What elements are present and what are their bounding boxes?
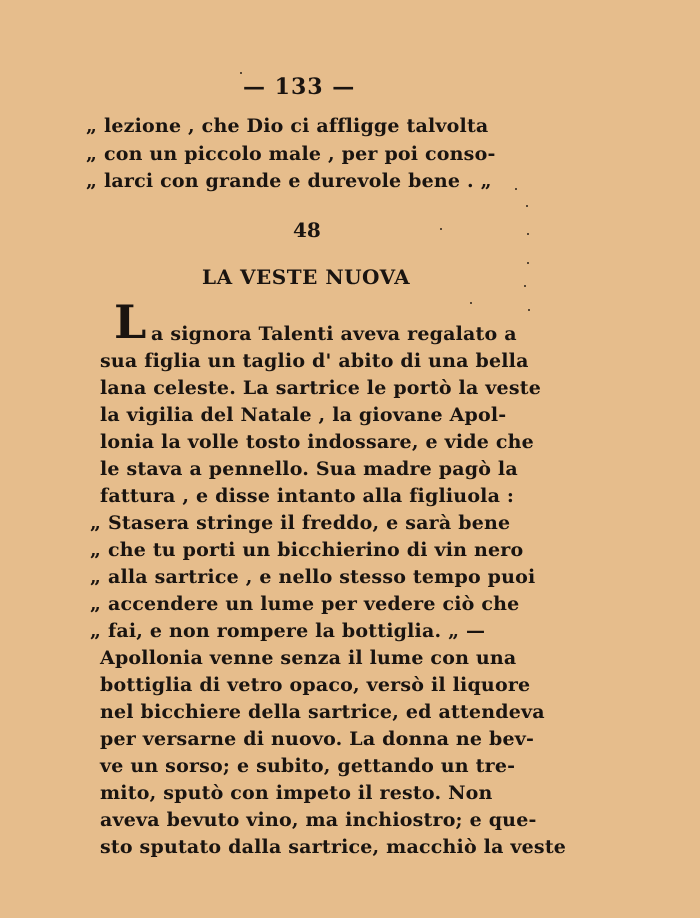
drop-cap: L bbox=[114, 295, 147, 349]
paragraph-line-9: „ alla sartrice , e nello stesso tempo puoi bbox=[90, 566, 536, 588]
paper-speck bbox=[526, 205, 528, 207]
paragraph-line-4: lonia la volle tosto indossare, e vide che bbox=[100, 431, 534, 453]
carryover-line-1: „ lezione , che Dio ci affligge talvolta bbox=[86, 115, 489, 137]
section-number: 48 bbox=[293, 218, 321, 242]
paragraph-line-6: fattura , e disse intanto alla figliuola : bbox=[100, 485, 515, 507]
paper-speck bbox=[515, 188, 517, 190]
paper-speck bbox=[240, 72, 242, 74]
paragraph-line-12: Apollonia venne senza il lume con una bbox=[100, 647, 517, 669]
paragraph-line-16: ve un sorso; e subito, gettando un tre- bbox=[100, 755, 516, 777]
paragraph-line-8: „ che tu porti un bicchierino di vin nero bbox=[90, 539, 524, 561]
paper-speck bbox=[470, 302, 472, 304]
paragraph-line-7: „ Stasera stringe il freddo, e sarà bene bbox=[90, 512, 511, 534]
paragraph-line-17: mito, sputò con impeto il resto. Non bbox=[100, 782, 493, 804]
carryover-line-3: „ larci con grande e durevole bene . „ bbox=[86, 170, 492, 192]
paragraph-first-line: a signora Talenti aveva regalato a bbox=[151, 323, 517, 345]
paragraph-line-5: le stava a pennello. Sua madre pagò la bbox=[100, 458, 518, 480]
paragraph-line-1: sua figlia un taglio d' abito di una bella bbox=[100, 350, 529, 372]
paper-speck bbox=[528, 309, 530, 311]
paragraph-line-19: sto sputato dalla sartrice, macchiò la veste bbox=[100, 836, 567, 858]
carryover-line-2: „ con un piccolo male , per poi conso- bbox=[86, 143, 496, 165]
paragraph-line-14: nel bicchiere della sartrice, ed attendeva bbox=[100, 701, 545, 723]
paragraph-line-18: aveva bevuto vino, ma inchiostro; e que- bbox=[100, 809, 537, 831]
section-title: LA VESTE NUOVA bbox=[202, 265, 411, 289]
paragraph-line-15: per versarne di nuovo. La donna ne bev- bbox=[100, 728, 535, 750]
paper-speck bbox=[440, 228, 442, 230]
paper-speck bbox=[524, 285, 526, 287]
paper-speck bbox=[527, 233, 529, 235]
paragraph-line-13: bottiglia di vetro opaco, versò il liquore bbox=[100, 674, 531, 696]
paragraph-line-2: lana celeste. La sartrice le portò la veste bbox=[100, 377, 541, 399]
paragraph-line-3: la vigilia del Natale , la giovane Apol- bbox=[100, 404, 507, 426]
page-number: — 133 — bbox=[243, 74, 356, 100]
paragraph-line-11: „ fai, e non rompere la bottiglia. „ — bbox=[90, 620, 486, 642]
paragraph-line-10: „ accendere un lume per vedere ciò che bbox=[90, 593, 520, 615]
paper-speck bbox=[527, 262, 529, 264]
